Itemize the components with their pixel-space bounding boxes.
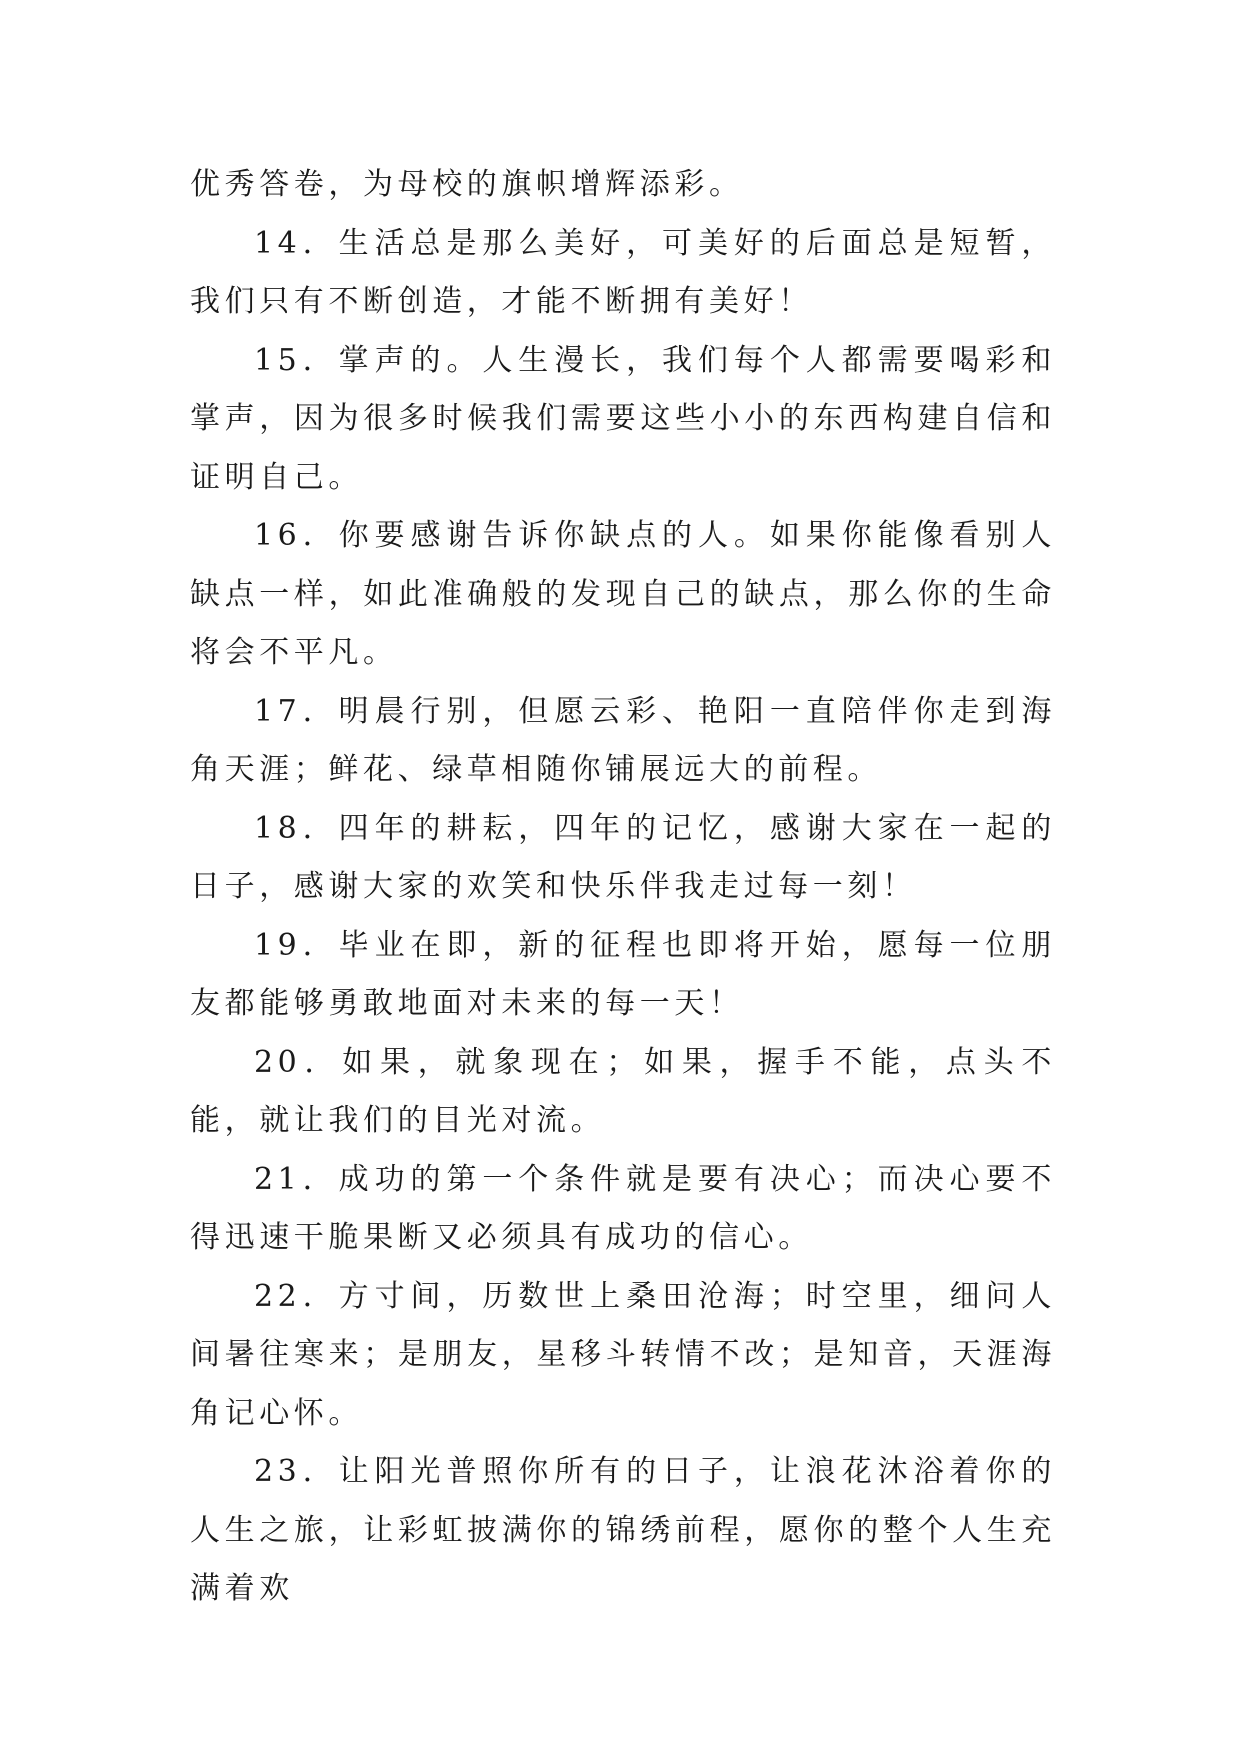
paragraph-item-16: 16．你要感谢告诉你缺点的人。如果你能像看别人缺点一样，如此准确般的发现自己的缺点，那么你的生命将会不平凡。 (190, 518, 1056, 670)
paragraph-item-23: 23．让阳光普照你所有的日子，让浪花沐浴着你的人生之旅，让彩虹披满你的锦绣前程，愿你的整个人生充满着欢 (190, 1454, 1056, 1606)
paragraph-item-17: 17．明晨行别，但愿云彩、艳阳一直陪伴你走到海角天涯；鲜花、绿草相随你铺展远大的前程。 (190, 693, 1056, 787)
paragraph-continuation: 优秀答卷，为母校的旗帜增辉添彩。 (190, 167, 744, 202)
paragraph-item-22: 22．方寸间，历数世上桑田沧海；时空里，细问人间暑往寒来；是朋友，星移斗转情不改；是知音，天涯海角记心怀。 (190, 1278, 1056, 1431)
paragraph-item-15: 15．掌声的。人生漫长，我们每个人都需要喝彩和掌声，因为很多时候我们需要这些小小的东西构建自信和证明自己。 (190, 342, 1056, 495)
paragraph-item-20: 20．如果，就象现在；如果，握手不能，点头不能，就让我们的目光对流。 (190, 1044, 1056, 1138)
paragraph-item-14: 14．生活总是那么美好，可美好的后面总是短暂，我们只有不断创造，才能不断拥有美好！ (190, 225, 1056, 319)
paragraph-item-18: 18．四年的耕耘，四年的记忆，感谢大家在一起的日子，感谢大家的欢笑和快乐伴我走过每一刻！ (190, 810, 1056, 904)
document-body (190, 156, 1056, 1619)
paragraph-item-21: 21．成功的第一个条件就是要有决心；而决心要不得迅速干脆果断又必须具有成功的信心。 (190, 1161, 1056, 1255)
paragraph-item-19: 19．毕业在即，新的征程也即将开始，愿每一位朋友都能够勇敢地面对未来的每一天！ (190, 927, 1056, 1021)
